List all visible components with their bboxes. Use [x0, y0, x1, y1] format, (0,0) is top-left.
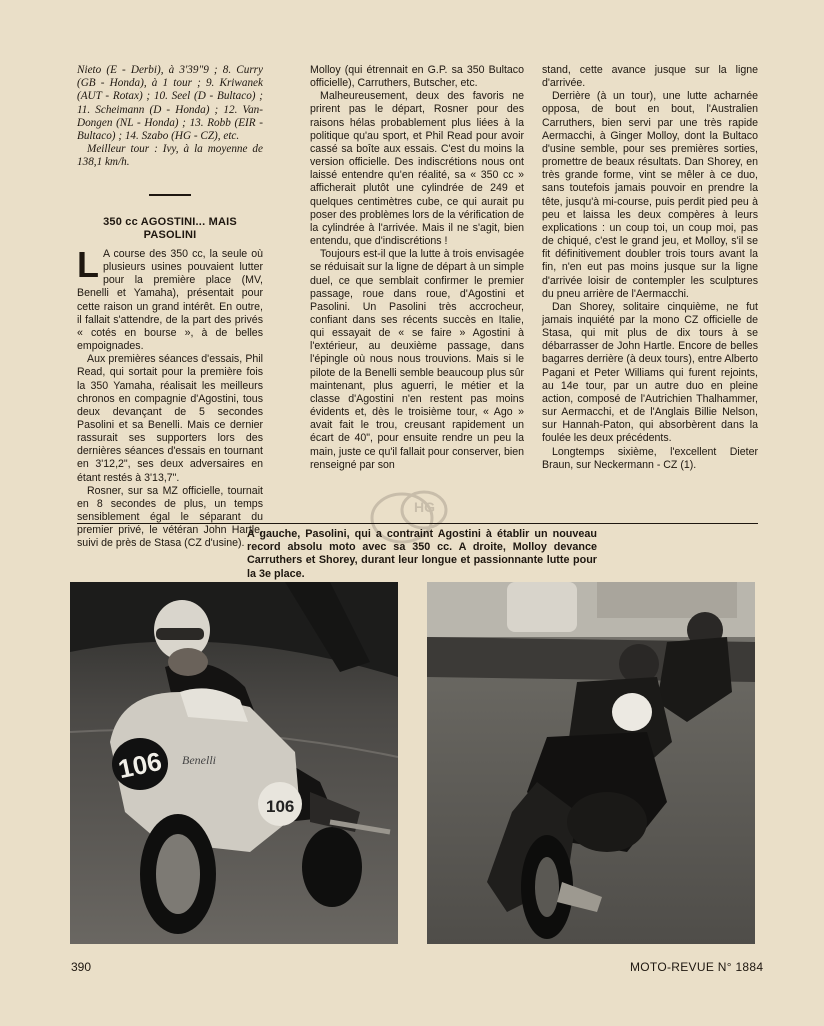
drop-cap: L	[77, 243, 99, 285]
text-column-1	[77, 64, 263, 551]
race-number: 106	[115, 745, 165, 785]
paragraph: Derrière (à un tour), une lutte acharnée opposa, de bout en bout, l'Australien Carruthers, bien servi par une très rapide Aermacchi, à Ginger Molloy, dont la Bultaco d'usine semble, pour ses premières sorties, promettre de beaux résultats. Dan Shorey, en très grande forme, vint se mêler à ce duo, sans toutefois jamais pouvoir en prendre la tête, jusqu'à mi-course, puis perdit pied peu à peu et laissa les deux compères à leurs explications : un coup toi, un coup moi, pas de chiqué, c'est le grand jeu, et Molloy, s'il se fit définitivement doubler trois tours avant la fin, n'en eut pas moins jusque sur la ligne d'arrivée loisir de contempler les sculptures du pneu arrière de l'Aermacchi.	[542, 90, 758, 300]
photo-caption: A gauche, Pasolini, qui a contraint Agostini à établir un nouveau record absolu moto avec sa 350 cc. A droite, Molloy devance Carruthers et Shorey, durant leur longue et passionnante lutte pour la 3e place.	[247, 528, 597, 580]
paragraph: Molloy (qui étrennait en G.P. sa 350 Bultaco officielle), Carruthers, Butscher, etc.	[310, 64, 524, 90]
paragraph: L A course des 350 cc, la seule où plusieurs usines pouvaient lutter pour la première place (MV, Benelli et Yamaha), présentait pour cette raison un grand intérêt. En outre, il fallait s'attendre, de la part des privés « cotés en bourse », à de belles empoignades.	[77, 243, 263, 353]
paragraph: Aux premières séances d'essais, Phil Read, qui sortait pour la première fois la 350 Yamaha, réalisait les meilleurs chronos en compagnie d'Agostini, tous deux devançant de 5 secondes Pasolini et sa Benelli. Mais ce dernier rassurait ses supporters lors des dernières séances d'essais en tournant en 3'12,2", ses deux adversaires en étant restés à 3'13,7".	[77, 353, 263, 484]
photo-pasolini	[70, 582, 398, 944]
results-list: Nieto (E - Derbi), à 3'39"9 ; 8. Curry (GB - Honda), à 1 tour ; 9. Kriwanek (AUT - Rotax) ; 10. Seel (D - Bultaco) ; 11. Scheimann (D - Honda) ; 12. Van-Dongen (NL - Honda) ; 13. Robb (EIR - Bultaco) ; 14. Szabo (HG - CZ), etc.	[77, 64, 263, 143]
paragraph: Toujours est-il que la lutte à trois envisagée se réduisait sur la ligne de départ à un simple duel, ce que semblait confirmer le premier passage, roue dans roue, d'Agostini et Pasolini. Un Pasolini très accrocheur, confiant dans ses récents succès en Italie, qui essayait de « se faire » Agostini à l'extérieur, au deuxième passage, dans l'épingle où nous nous trouvions. Mais si le pilote de la Benelli semble beaucoup plus sûr maintenant, plus aguerri, le métier et la classe d'Agostini n'en restent pas moins évidents et, dès le troisième tour, « Ago » avait fait le trou, creusant rapidement un écart de 40", pour ensuite rendre un peu la main, juste ce qu'il fallait pour conserver, bien renseigné par son	[310, 248, 524, 471]
page-number: 390	[71, 960, 92, 974]
race-number-side: 106	[266, 797, 295, 816]
section-divider	[149, 194, 191, 196]
paragraph: Longtemps sixième, l'excellent Dieter Braun, sur Neckermann - CZ (1).	[542, 445, 758, 471]
photo-molloy-carruthers-shorey	[427, 582, 755, 944]
text-column-3	[542, 64, 758, 472]
best-lap-line: Meilleur tour : Ivy, à la moyenne de 138,1 km/h.	[77, 143, 263, 169]
motorcycle-group-photo	[427, 582, 755, 944]
paragraph: Rosner, sur sa MZ officielle, tournait en 8 secondes de plus, un temps sensiblement égal le séparant du premier privé, le vétéran John Hartle, suivi de près de Stasa (CZ d'usine).	[77, 484, 263, 550]
motorcycle-racer-photo	[70, 582, 398, 944]
svg-text:HG: HG	[414, 499, 435, 515]
section-title: 350 cc AGOSTINI... MAIS PASOLINI	[103, 215, 237, 241]
magazine-issue: MOTO-REVUE N° 1884	[630, 960, 764, 974]
paragraph: Malheureusement, deux des favoris ne prirent pas le départ, Rosner pour des raisons hélas probablement plus liées à la politique qu'au sport, et Phil Read pour avoir cassé sa boîte aux essais. C'est du moins la version officielle. Des indiscrétions nous ont laissé entendre qu'en réalité, sa « 350 cc » afficherait plutôt une cylindrée de 249 et quelques centimètres cube, ce qui aurait pu poser des problèmes lors de la vérification de la cylindrée à l'arrivée. Mais il ne s'agit, bien entendu, que d'indiscrétions !	[310, 90, 524, 248]
text-column-2	[310, 64, 524, 472]
paragraph: stand, cette avance jusque sur la ligne d'arrivée.	[542, 64, 758, 90]
paragraph: Dan Shorey, solitaire cinquième, ne fut jamais inquiété par la mono CZ officielle de Stasa, qui mit plus de dix tours à se débarrasser de John Hartle. Encore de belles bagarres derrière (à deux tours), entre Alberto Pagani et Peter Williams qui furent rejoints, au 14e tour, par un autre duo en pleine action, composé de l'Autrichien Thalhammer, sur Aermacchi, et de l'Anglais Billie Nelson, sur Hannah-Paton, qui absorbèrent dans la foulée les deux précédents.	[542, 300, 758, 445]
caption-divider	[77, 523, 758, 524]
bike-brand: Benelli	[182, 753, 216, 767]
